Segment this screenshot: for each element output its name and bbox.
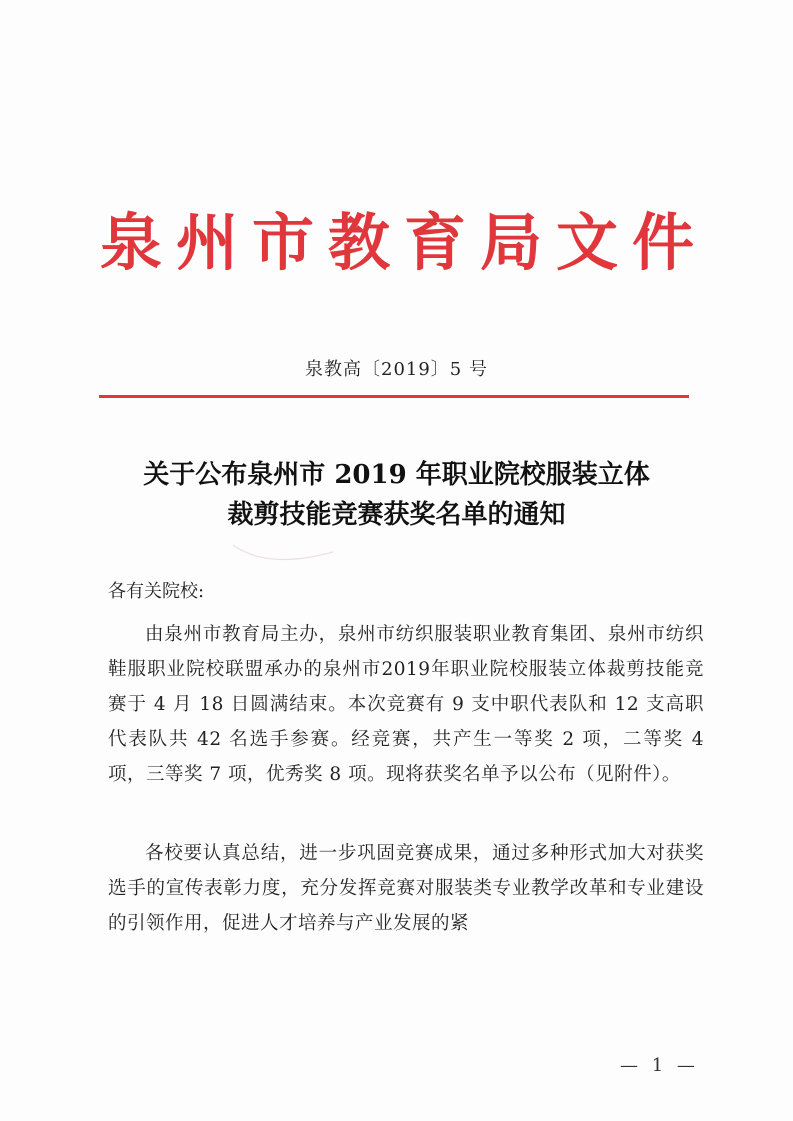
salutation: 各有关院校: [108,581,205,602]
document-masthead: 泉州市教育局文件 [100,206,709,279]
document-number: 泉教高〔2019〕5 号 [305,359,488,380]
notice-title [90,455,703,535]
red-divider [99,395,689,398]
faint-stamp-mark [228,540,338,570]
notice-title-line2: 裁剪技能竞赛获奖名单的通知 [227,500,566,530]
body-paragraph-2: 各校要认真总结，进一步巩固竞赛成果，通过多种形式加大对获奖选手的宣传表彰力度，充分发挥竞赛对服装类专业教学改革和专业建设的引领作用，促进人才培养与产业发展的紧 [108,843,704,934]
notice-title-line1: 关于公布泉州市 2019 年职业院校服装立体 [143,460,650,490]
body-paragraph-1: 由泉州市教育局主办，泉州市纺织服装职业教育集团、泉州市纺织鞋服职业院校联盟承办的泉州市2019年职业院校服装立体裁剪技能竞赛于 4 月 18 日圆满结束。本次竞赛有 9 支中职代表队和 12 支高职代表队共 42 名选手参赛。经竞赛，共产生一等奖 2 项，二等奖 4 项，三等奖 7 项，优秀奖 8 项。现将获奖名单予以公布（见附件）。 [108,624,704,785]
page-number: — 1 — [620,1055,699,1076]
